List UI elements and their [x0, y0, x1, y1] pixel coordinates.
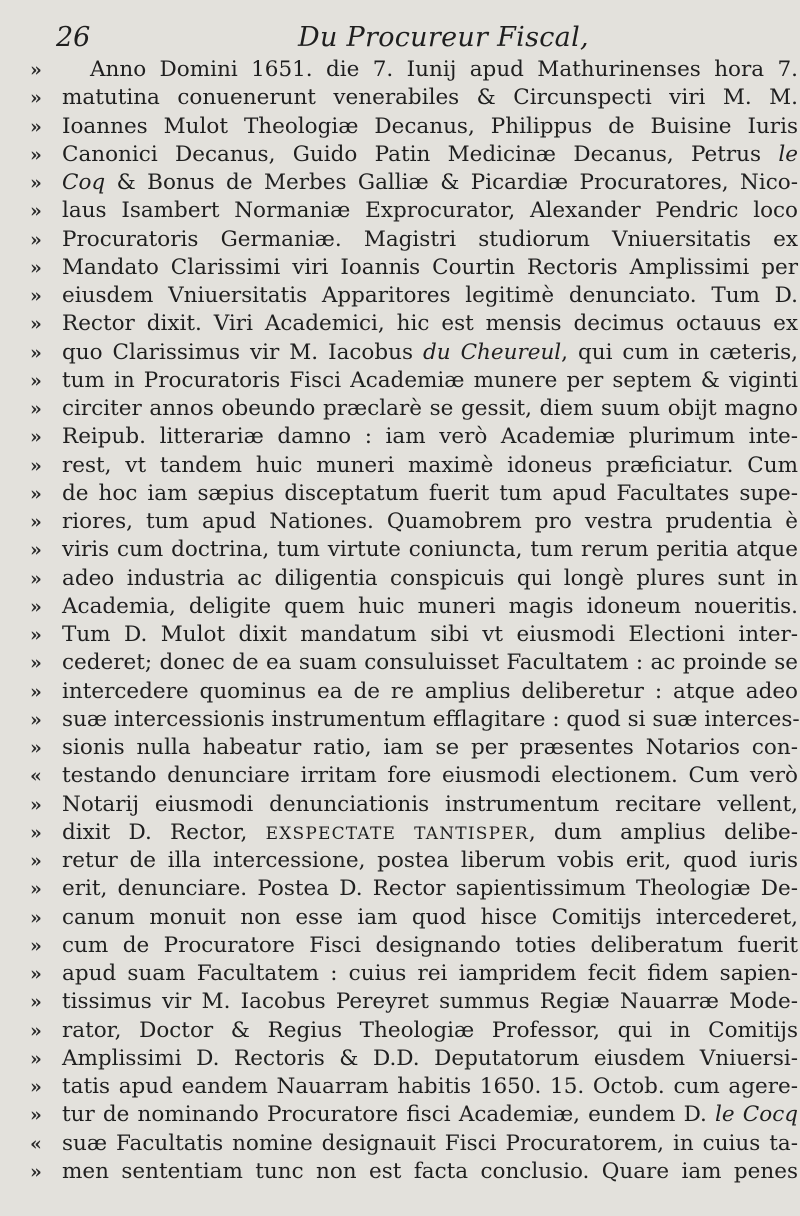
text-segment: men sententiam tunc non est facta conclusio. Quare iam penes	[62, 1158, 798, 1184]
text-line	[30, 508, 798, 536]
text-segment: Tum D. Mulot dixit mandatum sibi vt eiusmodi Electioni inter-	[62, 622, 798, 647]
line-text	[62, 282, 798, 310]
text-segment: tur de nominando Procuratore fisci Academiæ, eundem D.	[62, 1102, 716, 1128]
text-segment: intercedere quominus ea de re amplius deliberetur : atque adeo	[62, 678, 798, 704]
text-line	[30, 1158, 798, 1186]
text-segment: sionis nulla habeatur ratio, iam se per præsentes Notarios con-	[62, 735, 798, 760]
small-caps-text: EXSPECTATE TANTISPER	[265, 823, 529, 844]
quotation-mark: »	[30, 539, 42, 562]
quotation-mark: «	[30, 765, 42, 788]
quotation-mark: »	[30, 1104, 42, 1127]
line-text	[62, 1101, 798, 1129]
text-segment: Amplissimi D. Rectoris & D.D. Deputatorum eiusdem Vniuersi-	[62, 1045, 798, 1071]
text-segment: Rector dixit. Viri Academici, hic est mensis decimus octauus ex	[62, 311, 798, 337]
quotation-mark: »	[30, 906, 42, 929]
line-text	[62, 904, 798, 932]
quotation-mark: »	[30, 143, 42, 166]
text-line	[30, 904, 798, 932]
line-text	[62, 197, 798, 225]
line-text	[62, 480, 798, 508]
text-line	[30, 621, 798, 649]
text-line	[30, 282, 798, 310]
text-segment: rest, vt tandem huic muneri maximè idoneus præficiatur. Cum	[62, 452, 798, 478]
line-text	[62, 226, 798, 254]
quotation-mark: »	[30, 1019, 42, 1042]
text-segment: cederet; donec de ea suam consuluisset Facultatem : ac proinde se	[62, 650, 798, 676]
quotation-mark: »	[30, 313, 42, 336]
text-segment: circiter annos obeundo præclarè se gessit, diem suum obijt magno	[62, 396, 798, 421]
quotation-mark: »	[30, 1160, 42, 1183]
text-line	[30, 565, 798, 593]
text-segment: retur de illa intercessione, postea liberum vobis erit, quod iuris	[62, 848, 798, 873]
line-text	[62, 508, 798, 536]
text-line	[30, 791, 798, 819]
text-segment: testando denunciare irritam fore eiusmodi electionem. Cum verò	[62, 763, 798, 789]
text-segment: Ioannes Mulot Theologiæ Decanus, Philippus de Buisine Iuris	[62, 113, 798, 139]
running-title: Du Procureur Fiscal,	[298, 22, 589, 53]
line-text	[62, 678, 798, 706]
text-line	[30, 536, 798, 564]
body-text	[30, 56, 800, 1186]
text-line	[30, 254, 798, 282]
line-text	[62, 310, 798, 338]
text-line	[30, 1101, 798, 1129]
quotation-mark: »	[30, 511, 42, 533]
line-text	[62, 141, 798, 169]
line-text	[62, 847, 798, 875]
line-text	[62, 1045, 798, 1073]
text-segment: adeo industria ac diligentia conspicuis qui longè plures sunt in	[62, 565, 798, 591]
text-line	[30, 988, 798, 1016]
quotation-mark: »	[30, 256, 42, 279]
text-segment: apud suam Facultatem : cuius rei iampridem fecit fidem sapien-	[62, 961, 798, 986]
line-text	[62, 875, 798, 903]
line-text	[62, 960, 798, 988]
text-line	[30, 1045, 798, 1073]
text-line	[30, 310, 798, 338]
line-text	[62, 565, 798, 593]
text-segment: & Bonus de Merbes Galliæ & Picardiæ Procuratores, Nico-	[105, 170, 798, 195]
quotation-mark: »	[30, 426, 42, 449]
line-text	[62, 762, 798, 790]
text-line	[30, 706, 800, 734]
quotation-mark: »	[30, 115, 42, 138]
text-segment: viris cum doctrina, tum virtute coniuncta, tum rerum peritia atque	[62, 537, 798, 563]
line-text	[62, 1158, 798, 1186]
text-line	[30, 197, 798, 225]
text-line	[30, 56, 798, 84]
line-text	[62, 339, 798, 367]
quotation-mark: »	[30, 991, 42, 1014]
quotation-mark: »	[30, 59, 42, 81]
line-text	[62, 84, 798, 112]
text-line	[30, 932, 798, 960]
text-segment: , dum amplius delibe-	[528, 819, 798, 845]
quotation-mark: »	[30, 228, 42, 251]
text-line	[30, 875, 798, 903]
line-text	[62, 367, 798, 395]
line-text	[90, 56, 798, 84]
text-line	[30, 141, 798, 169]
text-segment: suæ intercessionis instrumentum efflagitare : quod si suæ interces-	[62, 706, 800, 732]
text-segment: Reipub. litterariæ damno : iam verò Academiæ plurimum inte-	[62, 424, 798, 450]
text-line	[30, 593, 798, 621]
line-text	[62, 1073, 798, 1101]
text-line	[30, 678, 798, 706]
text-line	[30, 395, 798, 423]
text-line	[30, 1017, 798, 1045]
quotation-mark: »	[30, 1076, 42, 1098]
quotation-mark: »	[30, 878, 42, 901]
line-text	[62, 536, 798, 564]
text-line	[30, 1130, 798, 1158]
quotation-mark: »	[30, 567, 42, 590]
quotation-mark: »	[30, 850, 42, 872]
line-text	[62, 254, 798, 282]
line-text	[62, 988, 798, 1016]
text-segment: tum in Procuratoris Fisci Academiæ munere per septem & viginti	[62, 367, 798, 393]
quotation-mark: »	[30, 737, 42, 759]
line-text	[62, 706, 798, 734]
text-segment: rator, Doctor & Regius Theologiæ Professor, qui in Comitijs	[62, 1017, 798, 1043]
quotation-mark: »	[30, 369, 42, 392]
text-line	[30, 367, 798, 395]
line-text	[62, 1130, 798, 1158]
quotation-mark: »	[30, 1047, 42, 1070]
line-text	[62, 423, 798, 451]
quotation-mark: »	[30, 87, 42, 110]
quotation-mark: »	[30, 341, 42, 364]
text-segment: suæ Facultatis nomine designauit Fisci Procuratorem, in cuius ta-	[62, 1130, 798, 1156]
text-line	[30, 84, 798, 112]
text-line	[30, 847, 798, 875]
text-segment: tatis apud eandem Nauarram habitis 1650. 15. Octob. cum agere-	[62, 1074, 798, 1099]
line-text	[62, 113, 798, 141]
quotation-mark: »	[30, 680, 42, 703]
text-segment: quo Clarissimus vir M. Iacobus	[62, 339, 423, 365]
text-line	[30, 452, 798, 480]
quotation-mark: »	[30, 624, 42, 646]
text-line	[30, 819, 798, 847]
text-segment: erit, denunciare. Postea D. Rector sapientissimum Theologiæ De-	[62, 876, 798, 902]
quotation-mark: »	[30, 963, 42, 985]
line-text	[62, 169, 798, 197]
text-line	[30, 649, 798, 677]
line-text	[62, 734, 798, 762]
quotation-mark: »	[30, 172, 42, 194]
text-line	[30, 169, 798, 197]
running-head	[22, 18, 782, 58]
quotation-mark: »	[30, 595, 42, 618]
italic-text: le	[778, 141, 798, 167]
italic-text: du Cheureul	[423, 339, 562, 365]
quotation-mark: »	[30, 793, 42, 816]
quotation-mark: »	[30, 652, 42, 675]
text-segment: Procuratoris Germaniæ. Magistri studiorum Vniuersitatis ex	[62, 226, 798, 252]
text-line	[30, 480, 798, 508]
line-text	[62, 649, 798, 677]
text-segment: Canonici Decanus, Guido Patin Medicinæ Decanus, Petrus	[62, 141, 779, 167]
quotation-mark: »	[30, 398, 42, 420]
quotation-mark: »	[30, 482, 42, 505]
line-text	[62, 395, 798, 423]
italic-text: Coq	[62, 170, 106, 195]
text-segment: Academia, deligite quem huic muneri magis idoneum noueritis.	[62, 593, 798, 619]
text-line	[30, 960, 798, 988]
text-line	[30, 339, 798, 367]
line-text	[62, 621, 798, 649]
line-text	[62, 932, 798, 960]
text-segment: laus Isambert Normaniæ Exprocurator, Alexander Pendric loco	[62, 198, 798, 224]
line-text	[62, 791, 798, 819]
text-line	[30, 113, 798, 141]
quotation-mark: »	[30, 285, 42, 307]
line-text	[62, 819, 798, 848]
text-segment: riores, tum apud Nationes. Quamobrem pro vestra prudentia è	[62, 509, 798, 534]
text-segment: de hoc iam sæpius disceptatum fuerit tum apud Facultates supe-	[62, 480, 798, 506]
page-number: 26	[56, 22, 91, 53]
text-line	[30, 423, 798, 451]
text-segment: eiusdem Vniuersitatis Apparitores legitimè denunciato. Tum D.	[62, 283, 798, 308]
text-segment: tissimus vir M. Iacobus Pereyret summus Regiæ Nauarræ Mode-	[62, 989, 798, 1015]
line-text	[62, 593, 798, 621]
text-segment: matutina conuenerunt venerabiles & Circunspecti viri M. M.	[62, 85, 798, 111]
line-text	[62, 1017, 798, 1045]
quotation-mark: »	[30, 454, 42, 477]
text-segment: , qui cum in cæteris,	[561, 339, 798, 365]
text-segment: canum monuit non esse iam quod hisce Comitijs intercederet,	[62, 904, 798, 930]
text-segment: Notarij eiusmodi denunciationis instrumentum recitare vellent,	[62, 791, 798, 817]
text-segment: Anno Domini 1651. die 7. Iunij apud Mathurinenses hora 7.	[90, 57, 798, 82]
quotation-mark: »	[30, 934, 42, 957]
text-line	[30, 226, 798, 254]
quotation-mark: «	[30, 1132, 42, 1155]
text-segment: dixit D. Rector,	[62, 819, 266, 845]
line-text	[62, 452, 798, 480]
text-line	[30, 734, 798, 762]
quotation-mark: »	[30, 708, 42, 731]
text-line	[30, 762, 798, 790]
quotation-mark: »	[30, 200, 42, 223]
italic-text: le Cocq	[715, 1102, 798, 1128]
text-segment: cum de Procuratore Fisci designando toties deliberatum fuerit	[62, 932, 798, 958]
text-segment: Mandato Clarissimi viri Ioannis Courtin Rectoris Amplissimi per	[62, 254, 798, 280]
quotation-mark: »	[30, 821, 42, 844]
text-line	[30, 1073, 798, 1101]
